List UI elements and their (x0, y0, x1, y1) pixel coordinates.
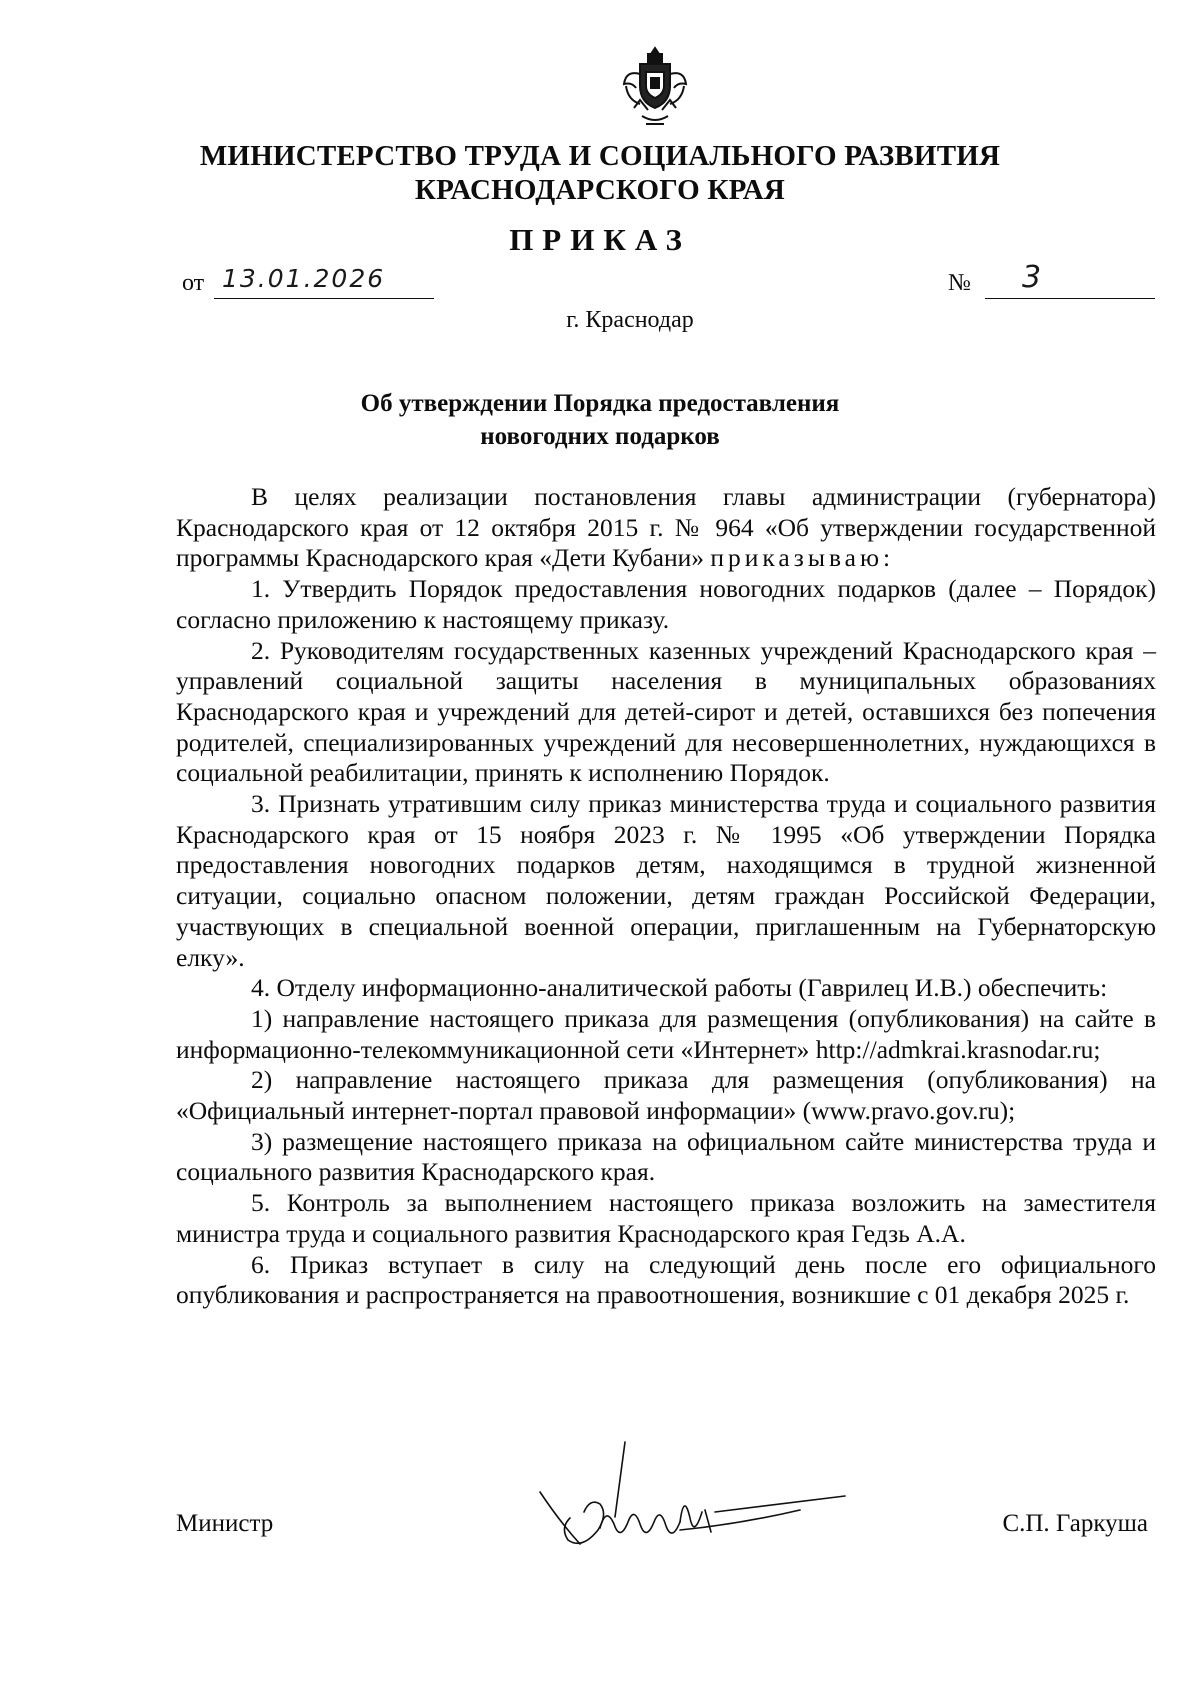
ministry-name-line2: КРАСНОДАРСКОГО КРАЯ (414, 174, 786, 206)
item-4: 4. Отделу информационно-аналитической работы (Гаврилец И.В.) обеспечить: (251, 973, 1108, 1003)
item-2: 2. Руководителям государственных казенных учреждений Краснодарского края – управлений социальной защиты населения в муниципальных образованиях Краснодарского края и учреждений для детей-сирот и детей, оставшихся без попечения родителей, специализированных учреждений для несовершеннолетних, нуждающихся в социальной реабилитации, принять к исполнению Порядок. (176, 635, 1156, 788)
handwritten-signature-icon (530, 1440, 870, 1570)
city: г. Краснодар (566, 307, 694, 333)
item-5: 5. Контроль за выполнением настоящего приказа возложить на заместителя министра труда и социального развития Краснодарского края Гедзь А.А. (176, 1188, 1156, 1248)
signatory-name: С.П. Гаркуша (1002, 1510, 1148, 1537)
number-underline (985, 298, 1155, 299)
item-1: 1. Утвердить Порядок предоставления новогодних подарков (далее – Порядок) согласно приложению к настоящему приказу. (176, 574, 1156, 634)
number-label: № (948, 270, 971, 296)
signatory-position: Министр (176, 1510, 274, 1537)
item-4-3: 3) размещение настоящего приказа на официальном сайте министерства труда и социального развития Краснодарского края. (176, 1126, 1156, 1187)
document-type: ПРИКАЗ (509, 222, 691, 257)
preamble-command: приказываю: (710, 543, 895, 573)
coat-of-arms-icon (620, 44, 690, 134)
number-value: 3 (1022, 260, 1044, 295)
item-4-1: 1) направление настоящего приказа для размещения (опубликования) на сайте в информационно-телекоммуникационной сети «Интернет» http://admkrai.krasnodar.ru; (176, 1003, 1156, 1064)
item-3: 3. Признать утратившим силу приказ министерства труда и социального развития Краснодарского края от 15 ноября 2023 г. № 1995 «Об утверждении Порядка предоставления новогодних подарков детям, находящимся в трудной жизненной ситуации, социально опасном положении, детям граждан Российской Федерации, участвующих в специальной военной операции, приглашенным на Губернаторскую елку». (176, 789, 1156, 972)
date-value: 13.01.2026 (222, 264, 386, 293)
date-underline (214, 298, 434, 299)
order-title-line2: новогодних подарков (480, 423, 720, 450)
preamble-text: В целях реализации постановления главы администрации (губернатора) Краснодарского края от 12 октября 2015 г. № 964 «Об утверждении государственной программы Краснодарского края «Дети Кубани» (176, 482, 1156, 573)
ministry-name-line1: МИНИСТЕРСТВО ТРУДА И СОЦИАЛЬНОГО РАЗВИТИЯ (199, 140, 1001, 172)
preamble-paragraph (176, 482, 1156, 574)
item-6: 6. Приказ вступает в силу на следующий день после его официального опубликования и распространяется на правоотношения, возникшие с 01 декабря 2025 г. (176, 1249, 1156, 1310)
order-title-line1: Об утверждении Порядка предоставления (360, 390, 840, 417)
date-label: от (182, 270, 205, 296)
item-4-2: 2) направление настоящего приказа для размещения (опубликования) на «Официальный интернет-портал правовой информации» (www.pravo.gov.ru); (176, 1065, 1156, 1126)
order-body (176, 482, 1156, 1311)
